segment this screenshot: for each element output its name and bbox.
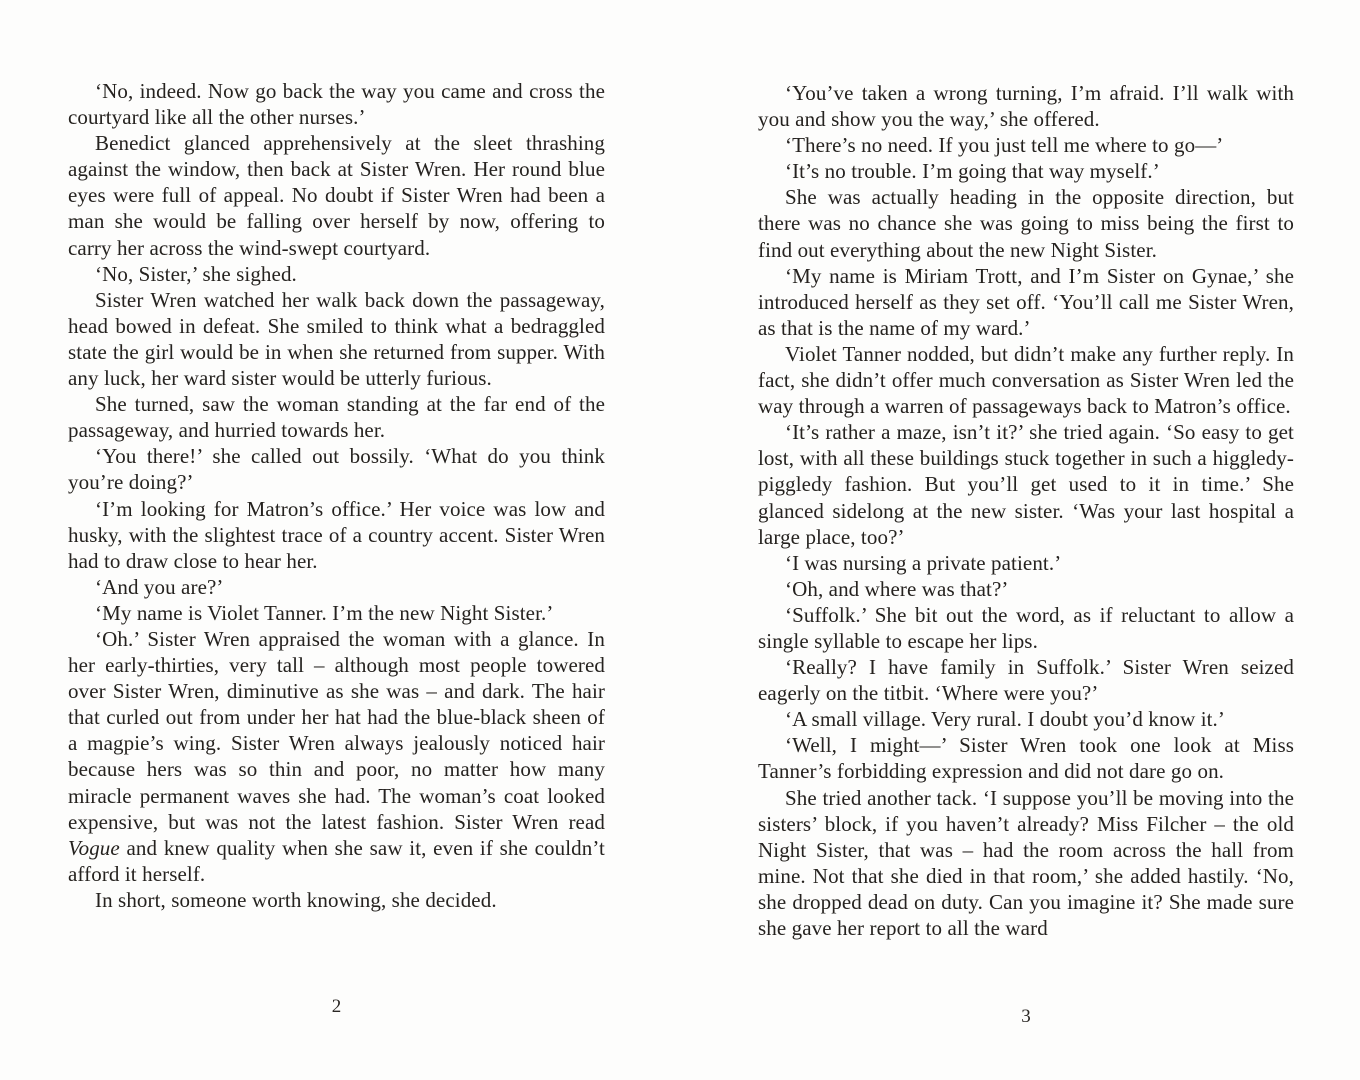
paragraph: ‘There’s no need. If you just tell me where to go—’ bbox=[785, 133, 1224, 158]
paragraph: ‘You’ve taken a wrong turning, I’m afraid. I’ll walk with you and show you the way,’ she offered. bbox=[758, 81, 1294, 132]
paragraph: ‘I’m looking for Matron’s office.’ Her voice was low and husky, with the slightest trace of a country accent. Sister Wren had to draw close to hear her. bbox=[68, 496, 605, 573]
page-number-right: 3 bbox=[1021, 1006, 1031, 1027]
page-right-text bbox=[758, 80, 1294, 941]
page-right bbox=[758, 80, 1294, 1027]
paragraph: She turned, saw the woman standing at the far end of the passageway, and hurried towards her. bbox=[68, 392, 605, 443]
paragraph: In short, someone worth knowing, she decided. bbox=[95, 887, 497, 912]
paragraph: She tried another tack. ‘I suppose you’ll be moving into the sisters’ block, if you haven’t already? Miss Filcher – the old Night Sister, that was – had the room across the hall from mine. Not that she died in that room,’ she added hastily. ‘No, she dropped dead on duty. Can you imagine it? She made sure she gave her report to all the ward bbox=[758, 785, 1294, 940]
paragraph: ‘A small village. Very rural. I doubt you’d know it.’ bbox=[785, 707, 1226, 732]
paragraph: Benedict glanced apprehensively at the sleet thrashing against the window, then back at Sister Wren. Her round blue eyes were full of appeal. No doubt if Sister Wren had been a man she would be falling over herself by now, offering to carry her across the wind-swept courtyard. bbox=[68, 131, 605, 260]
paragraph: ‘It’s no trouble. I’m going that way myself.’ bbox=[785, 159, 1160, 184]
page-left-text bbox=[68, 78, 605, 913]
paragraph: Sister Wren watched her walk back down the passageway, head bowed in defeat. She smiled to think what a bedraggled state the girl would be in when she returned from supper. With any luck, her ward sister would be utterly furious. bbox=[68, 287, 605, 391]
page-left bbox=[68, 78, 605, 1018]
paragraph: ‘Oh.’ Sister Wren appraised the woman with a glance. In her early-thirties, very tall – although most people towered over Sister Wren, diminutive as she was – and dark. The hair that curled out from under her hat had the blue-black sheen of a magpie’s wing. Sister Wren always jealously noticed hair because hers was so thin and poor, no matter how many miracle permanent waves she had. The woman’s coat looked expensive, but was not the latest fashion. Sister Wren read Vogue and knew quality when she saw it, even if she couldn’t afford it herself. bbox=[68, 626, 605, 886]
paragraph: ‘My name is Violet Tanner. I’m the new Night Sister.’ bbox=[95, 600, 554, 625]
paragraph: She was actually heading in the opposite direction, but there was no chance she was going to miss being the first to find out everything about the new Night Sister. bbox=[758, 185, 1294, 262]
paragraph: ‘Well, I might—’ Sister Wren took one look at Miss Tanner’s forbidding expression and did not dare go on. bbox=[758, 733, 1294, 784]
paragraph: ‘Suffolk.’ She bit out the word, as if reluctant to allow a single syllable to escape her lips. bbox=[758, 602, 1294, 653]
paragraph: Violet Tanner nodded, but didn’t make any further reply. In fact, she didn’t offer much conversation as Sister Wren led the way through a warren of passageways back to Matron’s office. bbox=[758, 341, 1294, 419]
paragraph: ‘No, Sister,’ she sighed. bbox=[95, 261, 297, 286]
page-number-left: 2 bbox=[331, 996, 342, 1017]
paragraph: ‘Really? I have family in Suffolk.’ Sister Wren seized eagerly on the titbit. ‘Where were you?’ bbox=[758, 655, 1294, 706]
paragraph: ‘I was nursing a private patient.’ bbox=[785, 550, 1062, 575]
paragraph: ‘It’s rather a maze, isn’t it?’ she tried again. ‘So easy to get lost, with all these buildings stuck together in such a higgledy-piggledy fashion. But you’ll get used to it in time.’ She glanced sidelong at the new sister. ‘Was your last hospital a large place, too?’ bbox=[758, 420, 1294, 549]
paragraph: ‘You there!’ she called out bossily. ‘What do you think you’re doing?’ bbox=[68, 444, 605, 495]
paragraph: ‘My name is Miriam Trott, and I’m Sister on Gynae,’ she introduced herself as they set off. ‘You’ll call me Sister Wren, as that is the name of my ward.’ bbox=[758, 263, 1294, 340]
paragraph: ‘Oh, and where was that?’ bbox=[785, 576, 1009, 601]
paragraph: ‘No, indeed. Now go back the way you came and cross the courtyard like all the other nurses.’ bbox=[68, 79, 605, 130]
paragraph: ‘And you are?’ bbox=[95, 574, 224, 599]
